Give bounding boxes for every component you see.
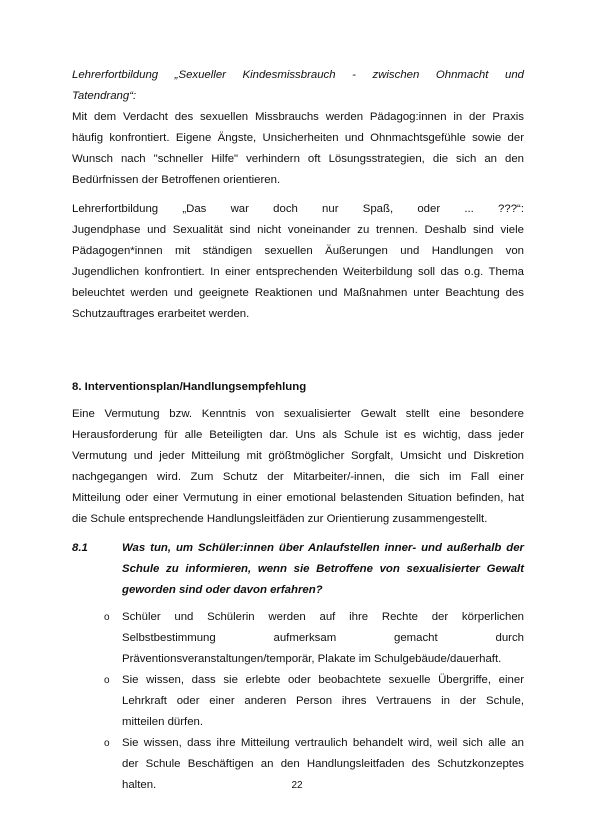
bullet-circle-icon: o: [104, 612, 110, 623]
list-item: [104, 670, 524, 733]
text-line: Pädagogen*innen mit ständigen sexuellen Äußerungen und Handlungen von: [72, 245, 524, 257]
text-line: die Schule entsprechende Handlungsleitfäden zur Orientierung zusammengestellt.: [72, 513, 488, 525]
text-line: Schutzauftrages erarbeitet werden.: [72, 308, 250, 320]
text-line: Schüler und Schülerin werden auf ihre Rechte der körperlichen: [122, 611, 524, 623]
text-line: häufig konfrontiert. Eigene Ängste, Unsicherheiten und Ohnmachtsgefühle sowie der: [72, 132, 524, 144]
text-line: Präventionsveranstaltungen/temporär, Plakate im Schulgebäude/dauerhaft.: [122, 653, 502, 665]
text-line: Sie wissen, dass ihre Mitteilung vertraulich behandelt wird, weil sich alle an: [122, 737, 524, 749]
text-line: Wunsch nach "schneller Hilfe" verhindern oft Lösungsstrategien, die sich an den: [72, 153, 524, 165]
text-line: halten.: [122, 779, 157, 791]
text-line: Jugendphase und Sexualität sind nicht voneinander zu trennen. Deshalb sind viele: [72, 224, 524, 236]
text-line: Mit dem Verdacht des sexuellen Missbrauchs werden Pädagog:innen in der Praxis: [72, 111, 524, 123]
text-line: mitteilen dürfen.: [122, 716, 204, 728]
text-line: beleuchtet werden und geeignete Reaktionen und Maßnahmen unter Beachtung des: [72, 287, 524, 299]
text-line: [72, 199, 524, 220]
page-content: [72, 65, 524, 796]
subsection-title: [122, 538, 524, 601]
text-line: Schule zu informieren, wenn sie Betroffene von sexualisierter Gewalt: [122, 563, 524, 575]
text-line: der Schule Beschäftigen an den Handlungsleitfaden des Schutzkonzeptes: [122, 758, 524, 770]
bullet-circle-icon: o: [104, 675, 110, 686]
text-line: nachgegangen wird. Zum Schutz der Mitarbeiter/-innen, die sich im Fall einer: [72, 471, 524, 483]
subsection-heading-8-1: [72, 538, 524, 601]
list-item: [104, 607, 524, 670]
text-line: Bedürfnissen der Betroffenen orientieren.: [72, 174, 281, 186]
text-line: Mitteilung oder einer Vermutung in einer emotional belastenden Situation befinden, hat: [72, 492, 524, 504]
text-line: Vermutung und jeder Mitteilung mit größtmöglicher Sorgfalt, Umsicht und Diskretion: [72, 450, 524, 462]
fortbildung-spass-title: Lehrerfortbildung „Das war doch nur Spaß, oder ... ???“:: [72, 203, 524, 215]
paragraph-intervention-intro: [72, 404, 524, 530]
bullet-circle-icon: o: [104, 738, 110, 749]
page-number: 22: [291, 780, 303, 791]
section-heading-8: 8. Interventionsplan/Handlungsempfehlung: [72, 381, 307, 393]
text-line: Was tun, um Schüler:innen über Anlaufstellen inner- und außerhalb der: [122, 542, 524, 554]
text-line: Selbstbestimmung aufmerksam gemacht durch: [122, 632, 524, 644]
text-line: Lehrerfortbildung „Sexueller Kindesmissbrauch - zwischen Ohnmacht und: [72, 69, 524, 81]
bullet-list: [72, 607, 524, 796]
text-line: Jugendlichen konfrontiert. In einer entsprechenden Weiterbildung soll das o.g. Thema: [72, 266, 524, 278]
text-line: Herausforderung für alle Beteiligten dar. Uns als Schule ist es wichtig, dass jeder: [72, 429, 524, 441]
paragraph-fortbildung-kindesmissbrauch: [72, 65, 524, 191]
paragraph-fortbildung-spass: [72, 199, 524, 325]
text-line: Lehrkraft oder einer anderen Person ihres Vertrauens in der Schule,: [122, 695, 524, 707]
text-line: Eine Vermutung bzw. Kenntnis von sexualisierter Gewalt stellt eine besondere: [72, 408, 524, 420]
text-line: Tatendrang“:: [72, 90, 137, 102]
text-line: geworden sind oder davon erfahren?: [122, 584, 323, 596]
text-line: Sie wissen, dass sie erlebte oder beobachtete sexuelle Übergriffe, einer: [122, 674, 524, 686]
subsection-number: 8.1: [72, 542, 88, 554]
